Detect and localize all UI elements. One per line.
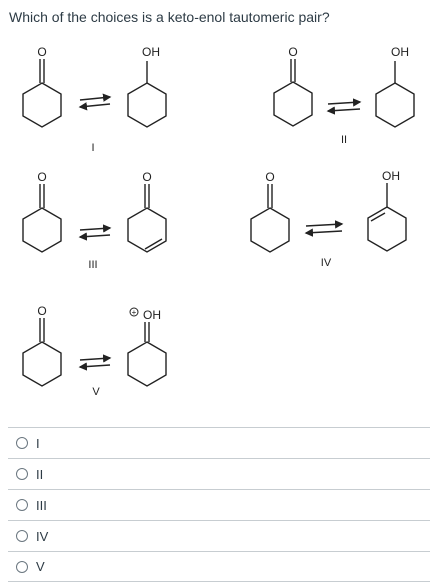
choice-v[interactable] xyxy=(8,551,430,582)
choice-label: V xyxy=(36,559,45,574)
radio-icon[interactable] xyxy=(16,530,28,542)
radio-icon[interactable] xyxy=(16,499,28,511)
pair-iii-ketone xyxy=(23,184,61,252)
choice-label: III xyxy=(36,497,47,513)
pair-iii-oxygen-right-label: O xyxy=(142,170,152,184)
pair-iv-hydroxyl-label: OH xyxy=(382,169,400,183)
pair-iii-equilibrium-arrow xyxy=(80,228,110,237)
pair-i-oxygen-label: O xyxy=(37,45,47,59)
pair-v-equilibrium-arrow xyxy=(80,358,110,367)
pair-i-alcohol xyxy=(128,61,166,127)
pair-i-hydroxyl-label: OH xyxy=(142,45,160,59)
pair-iv-enol xyxy=(368,183,406,251)
pair-iv-ketone xyxy=(251,184,289,252)
pair-v-charge-label: + xyxy=(131,308,137,317)
pair-label-iv: IV xyxy=(320,257,332,269)
pair-ii-oxygen-label: O xyxy=(288,45,298,59)
choice-i[interactable] xyxy=(8,427,430,458)
pair-iv-oxygen-label: O xyxy=(265,170,275,184)
pair-v-oxygen-label: O xyxy=(37,304,47,318)
pair-ii-ketone xyxy=(274,59,312,126)
choice-label: IV xyxy=(36,528,49,544)
question-text: Which of the choices is a keto-enol tautomeric pair? xyxy=(9,9,330,25)
pair-ii-hydroxyl-label: OH xyxy=(391,45,409,59)
choice-label: I xyxy=(36,435,40,451)
pair-ii-equilibrium-arrow xyxy=(328,102,360,111)
pair-iii-oxygen-left-label: O xyxy=(37,170,47,184)
pair-label-iii: III xyxy=(88,259,98,271)
choice-iii[interactable] xyxy=(8,489,430,520)
answer-choices xyxy=(8,427,430,582)
pair-v-ketone xyxy=(23,318,61,386)
pair-iv-equilibrium-arrow xyxy=(306,224,342,233)
pair-i-equilibrium-arrow xyxy=(80,97,110,107)
pair-label-ii: II xyxy=(340,134,348,146)
choice-iv[interactable] xyxy=(8,520,430,551)
pair-i-ketone xyxy=(23,59,61,127)
pair-ii-alcohol xyxy=(376,61,414,127)
radio-icon[interactable] xyxy=(16,561,28,573)
pair-label-v: V xyxy=(92,386,100,398)
choice-ii[interactable] xyxy=(8,458,430,489)
pair-label-i: I xyxy=(91,142,95,154)
pair-v-hydroxyl-label: OH xyxy=(143,308,161,322)
pair-iii-enone xyxy=(128,184,166,252)
radio-icon[interactable] xyxy=(16,468,28,480)
radio-icon[interactable] xyxy=(16,437,28,449)
choice-label: II xyxy=(36,466,44,482)
